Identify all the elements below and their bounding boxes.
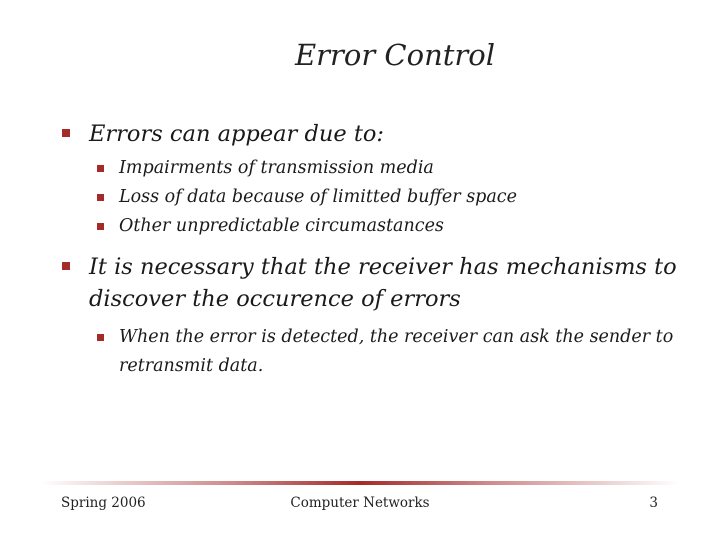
square-bullet-icon [97, 334, 104, 341]
sub-bullet-item [62, 154, 702, 183]
sub-bullet-item [62, 323, 702, 381]
square-bullet-icon [62, 129, 70, 137]
sub-bullet-text: Impairments of transmission media [119, 158, 434, 178]
footer-course: Computer Networks [290, 495, 430, 511]
sub-bullet-text: When the error is detected, the receiver can ask the sender to retransmit data. [119, 327, 674, 376]
sub-bullet-text: Other unpredictable circumastances [119, 216, 444, 236]
footer-date: Spring 2006 [61, 495, 146, 511]
slide-title: Error Control [294, 38, 495, 72]
sub-bullet-item [62, 212, 702, 241]
bullet-item [62, 251, 702, 315]
page-number: 3 [649, 495, 658, 511]
sub-bullet-text: Loss of data because of limitted buffer space [119, 187, 517, 207]
square-bullet-icon [97, 223, 104, 230]
footer-rule [40, 481, 680, 485]
slide-body [62, 118, 702, 381]
square-bullet-icon [97, 194, 104, 201]
bullet-text: Errors can appear due to: [89, 121, 384, 147]
bullet-text: It is necessary that the receiver has mechanisms to discover the occurence of errors [89, 254, 677, 312]
bullet-item [62, 118, 702, 150]
sub-bullet-item [62, 183, 702, 212]
square-bullet-icon [97, 165, 104, 172]
square-bullet-icon [62, 262, 70, 270]
